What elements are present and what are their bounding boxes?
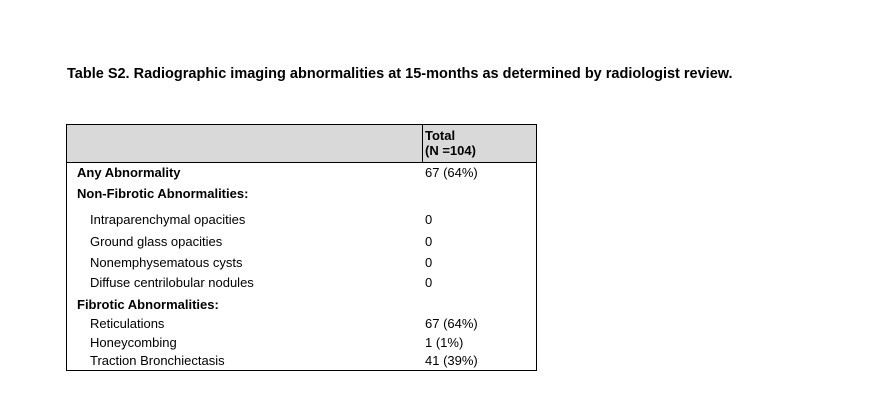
row-value: 41 (39%) xyxy=(425,353,478,368)
header-total xyxy=(425,128,476,158)
row-label: Nonemphysematous cysts xyxy=(90,255,243,270)
abnormalities-table xyxy=(66,124,537,371)
table-title: Table S2. Radiographic imaging abnormalities at 15-months as determined by radiologist review. xyxy=(67,66,733,82)
row-label: Honeycombing xyxy=(90,335,177,350)
row-label: Non-Fibrotic Abnormalities: xyxy=(77,186,249,201)
row-value: 67 (64%) xyxy=(425,316,478,331)
row-label: Diffuse centrilobular nodules xyxy=(90,275,254,290)
row-value: 0 xyxy=(425,212,433,227)
row-label: Fibrotic Abnormalities: xyxy=(77,297,219,312)
row-label: Traction Bronchiectasis xyxy=(90,353,225,368)
row-value: 1 (1%) xyxy=(425,335,464,350)
row-label: Intraparenchymal opacities xyxy=(90,212,246,227)
row-value: 67 (64%) xyxy=(425,165,478,180)
row-value: 0 xyxy=(425,255,433,270)
table-header xyxy=(67,125,536,163)
row-label: Any Abnormality xyxy=(77,165,181,180)
row-value: 0 xyxy=(425,234,433,249)
header-divider xyxy=(422,125,423,162)
header-total-label: Total xyxy=(425,128,456,143)
row-label: Ground glass opacities xyxy=(90,234,223,249)
row-value: 0 xyxy=(425,275,433,290)
header-total-n: (N =104) xyxy=(425,143,476,158)
row-label: Reticulations xyxy=(90,316,165,331)
